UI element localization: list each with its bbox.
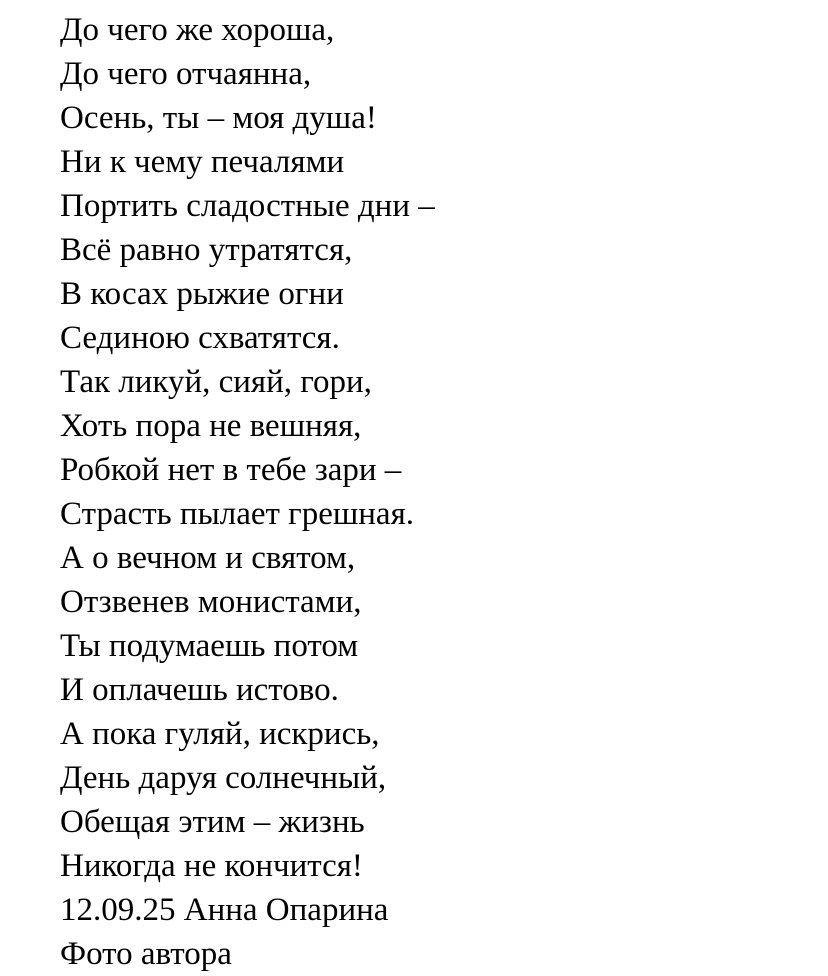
poem-line: До чего же хороша,	[60, 12, 335, 48]
photo-credit: Фото автора	[60, 936, 232, 972]
poem-line: В косах рыжие огни	[60, 276, 344, 312]
poem-line: Портить сладостные дни –	[60, 188, 435, 224]
poem-line: Отзвенев монистами,	[60, 584, 362, 620]
poem-line: Так ликуй, сияй, гори,	[60, 364, 372, 400]
poem-line: Всё равно утратятся,	[60, 232, 353, 268]
poem-line: Сединою схватятся.	[60, 320, 340, 356]
poem-line: Робкой нет в тебе зари –	[60, 452, 402, 488]
poem-line: До чего отчаянна,	[60, 56, 312, 92]
poem-line: А о вечном и святом,	[60, 540, 356, 576]
poem-line: А пока гуляй, искрись,	[60, 716, 380, 752]
poem-line: Обещая этим – жизнь	[60, 804, 365, 840]
poem-line: Ни к чему печалями	[60, 144, 345, 180]
poem-line: Ты подумаешь потом	[60, 628, 359, 664]
poem-line: Страсть пылает грешная.	[60, 496, 415, 532]
poem-text	[60, 8, 435, 976]
poem-line: И оплачешь истово.	[60, 672, 339, 708]
poem-line: Никогда не кончится!	[60, 848, 363, 884]
poem-line: Осень, ты – моя душа!	[60, 100, 377, 136]
poem-line: День даруя солнечный,	[60, 760, 387, 796]
signature-line: 12.09.25 Анна Опарина	[60, 892, 389, 928]
poem-line: Хоть пора не вешняя,	[60, 408, 362, 444]
